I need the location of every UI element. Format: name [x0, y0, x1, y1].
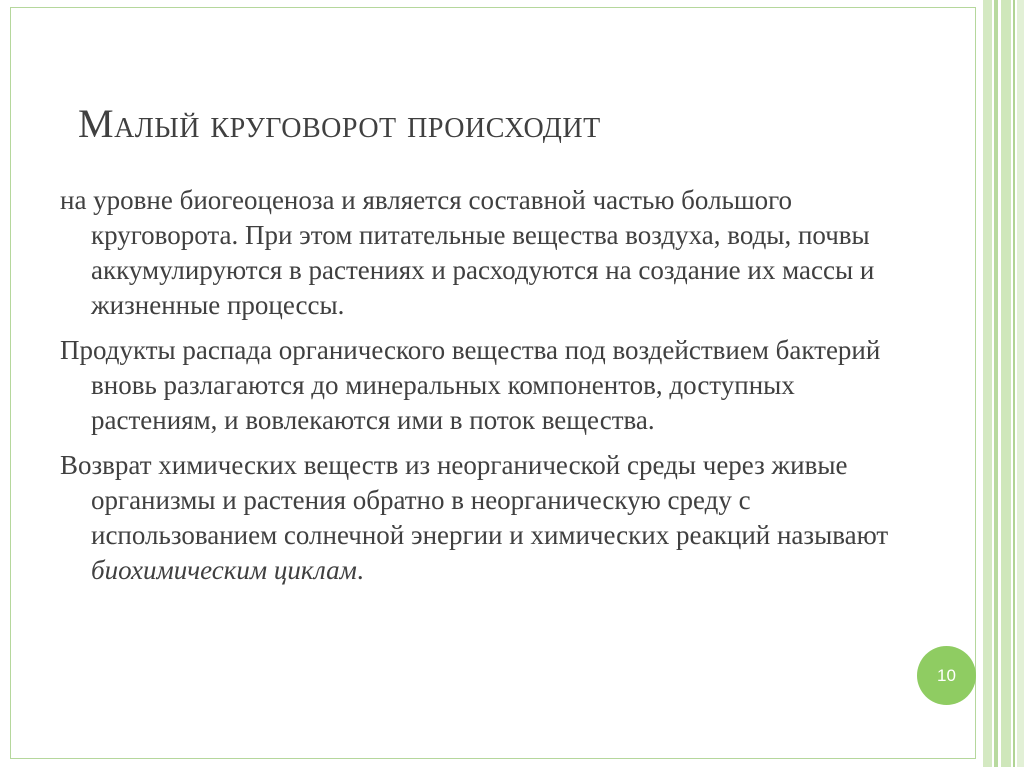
page-number-badge	[917, 646, 976, 705]
decorative-stripe	[983, 0, 992, 767]
decorative-stripe	[1017, 0, 1024, 767]
paragraph-1: на уровне биогеоценоза и является составной частью большого круговорота. При этом питательные вещества воздуха, воды, почвы аккумулируются в растениях и расходуются на создание их массы и жизненные процессы.	[60, 185, 875, 320]
paragraph-3-tail: .	[356, 555, 364, 585]
page-number: 10	[937, 665, 956, 685]
slide-title: Малый круговорот происходит	[78, 101, 601, 146]
decorative-stripe	[994, 0, 998, 767]
paragraph-2: Продукты распада органического вещества под воздействием бактерий вновь разлагаются до минеральных компонентов, доступных растениям, и вовлекаются ими в поток вещества.	[60, 335, 881, 435]
slide-body	[60, 183, 890, 588]
decorative-stripe	[1001, 0, 1011, 767]
paragraph-3-emphasis: биохимическим циклам	[91, 555, 357, 585]
paragraph-3	[60, 448, 890, 588]
decorative-stripe	[1013, 0, 1015, 767]
paragraph-3-text: Возврат химических веществ из неорганической среды через живые организмы и растения обратно в неорганическую среду с использованием солнечной энергии и химических реакций называют	[60, 450, 889, 550]
